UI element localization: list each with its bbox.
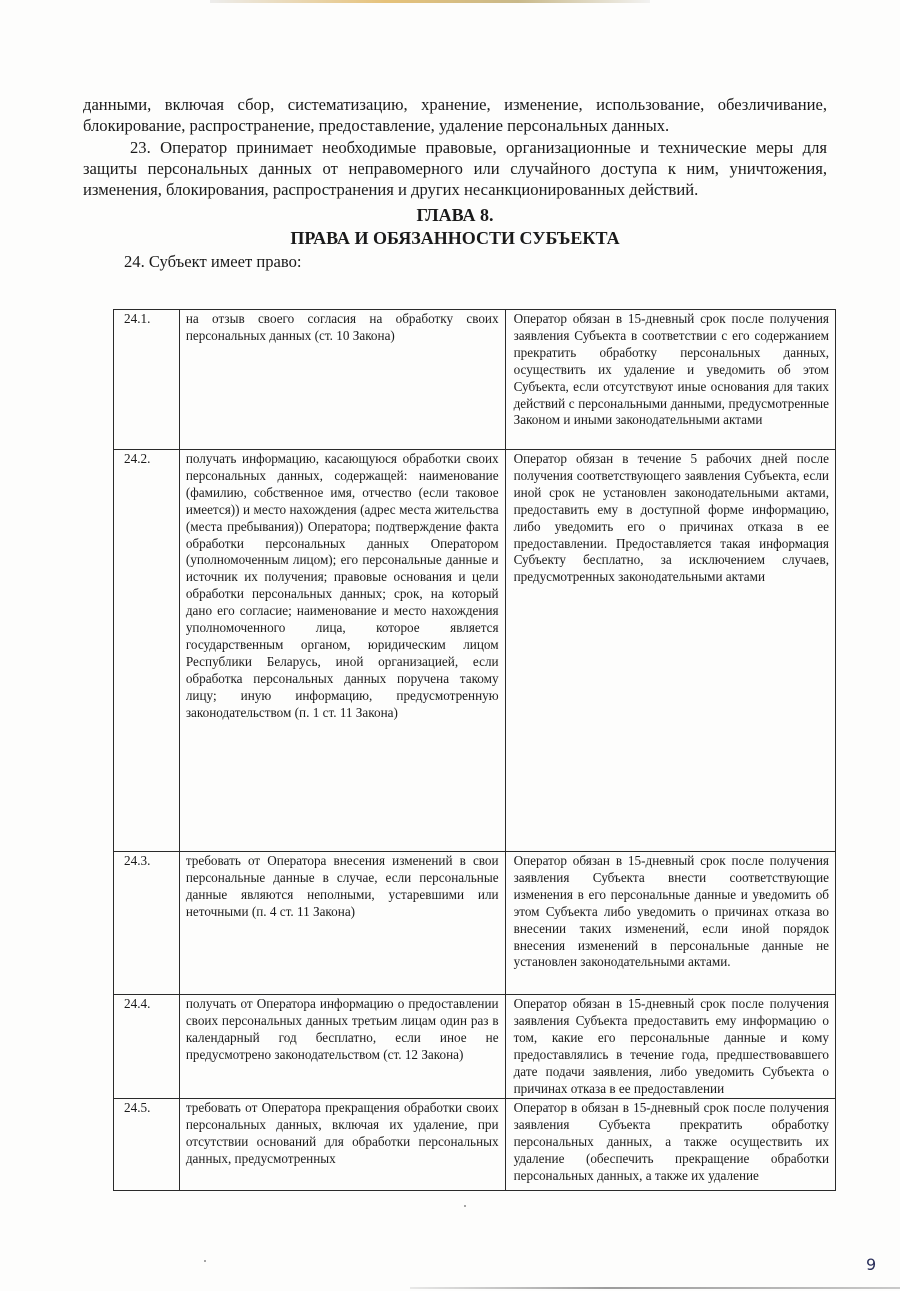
row-number: 24.3. <box>114 852 180 995</box>
table-row <box>114 1099 836 1191</box>
paragraph-23: 23. Оператор принимает необходимые правовые, организационные и технические меры для защиты персональных данных от неправомерного или случайного доступа к ним, уничтожения, изменения, блокирования, распространения и других несанкционированных действий. <box>83 137 827 200</box>
chapter-title: ПРАВА И ОБЯЗАННОСТИ СУБЪЕКТА <box>290 228 620 249</box>
chapter-heading <box>83 204 827 250</box>
table-row <box>114 852 836 995</box>
scan-speck <box>464 1205 466 1207</box>
page-number: 9 <box>866 1255 877 1274</box>
section-24-intro: 24. Субъект имеет право: <box>124 252 302 272</box>
operator-obligation: Оператор обязан в течение 5 рабочих дней после получения соответствующего заявления Субъекта, если иной срок не установлен законодательными актами, предоставить ему в доступной форме информацию, либо уведомить его о причинах отказа в ее предоставлении. Предоставляется такая информация Субъекту бесплатно, за исключением случаев, предусмотренных законодательными актами <box>505 450 835 852</box>
paragraph-continuation: данными, включая сбор, систематизацию, хранение, изменение, использование, обезличивание, блокирование, распространение, предоставление, удаление персональных данных. <box>83 95 827 136</box>
scan-speck <box>204 1260 206 1262</box>
subject-right: на отзыв своего согласия на обработку своих персональных данных (ст. 10 Закона) <box>179 310 505 450</box>
table-row <box>114 450 836 852</box>
row-number: 24.2. <box>114 450 180 852</box>
subject-right: требовать от Оператора прекращения обработки своих персональных данных, включая их удаление, при отсутствии оснований для обработки персональных данных, предусмотренных <box>179 1099 505 1191</box>
table-row <box>114 310 836 450</box>
operator-obligation: Оператор обязан в 15-дневный срок после получения заявления Субъекта предоставить ему информацию о том, какие его персональные данные и кому предоставлялись в течение года, предшествовавшего дате подачи заявления, либо уведомить Субъекта о причинах отказа в ее предоставлении <box>505 995 835 1099</box>
scan-edge-top <box>210 0 650 3</box>
rights-table <box>113 309 836 1191</box>
row-number: 24.4. <box>114 995 180 1099</box>
subject-right: получать от Оператора информацию о предоставлении своих персональных данных третьим лицам один раз в календарный год бесплатно, если иное не предусмотрено законодательством (ст. 12 Закона) <box>179 995 505 1099</box>
chapter-number: ГЛАВА 8. <box>416 205 494 226</box>
scan-edge-bottom <box>410 1287 900 1289</box>
operator-obligation: Оператор обязан в 15-дневный срок после получения заявления Субъекта в соответствии с его содержанием прекратить обработку персональных данных, осуществить их удаление и уведомить об этом Субъекта, если отсутствуют иные основания для таких действий с персональными данными, предусмотренные Законом и иными законодательными актами <box>505 310 835 450</box>
subject-right: требовать от Оператора внесения изменений в свои персональные данные в случае, если персональные данные являются неполными, устаревшими или неточными (п. 4 ст. 11 Закона) <box>179 852 505 995</box>
document-body <box>83 94 827 272</box>
row-number: 24.1. <box>114 310 180 450</box>
row-number: 24.5. <box>114 1099 180 1191</box>
operator-obligation: Оператор обязан в 15-дневный срок после получения заявления Субъекта внести соответствующие изменения в его персональные данные и уведомить об этом Субъекта либо уведомить о причинах отказа во внесении таких изменений, если иной порядок внесения изменений в персональные данные не установлен законодательными актами. <box>505 852 835 995</box>
operator-obligation: Оператор в обязан в 15-дневный срок после получения заявления Субъекта прекратить обработку персональных данных, а также осуществить их удаление (обеспечить прекращение обработки персональных данных, а также их удаление <box>505 1099 835 1191</box>
subject-right: получать информацию, касающуюся обработки своих персональных данных, содержащей: наименование (фамилию, собственное имя, отчество (если таковое имеется)) и место нахождения (адрес места жительства (места пребывания)) Оператора; подтверждение факта обработки персональных данных Оператором (уполномоченным лицом); его персональные данные и источник их получения; правовые основания и цели обработки персональных данных; срок, на который дано его согласие; наименование и место нахождения уполномоченного лица, которое является государственным органом, юридическим лицом Республики Беларусь, иной организацией, если обработка персональных данных поручена такому лицу; иную информацию, предусмотренную законодательством (п. 1 ст. 11 Закона) <box>179 450 505 852</box>
table-row <box>114 995 836 1099</box>
